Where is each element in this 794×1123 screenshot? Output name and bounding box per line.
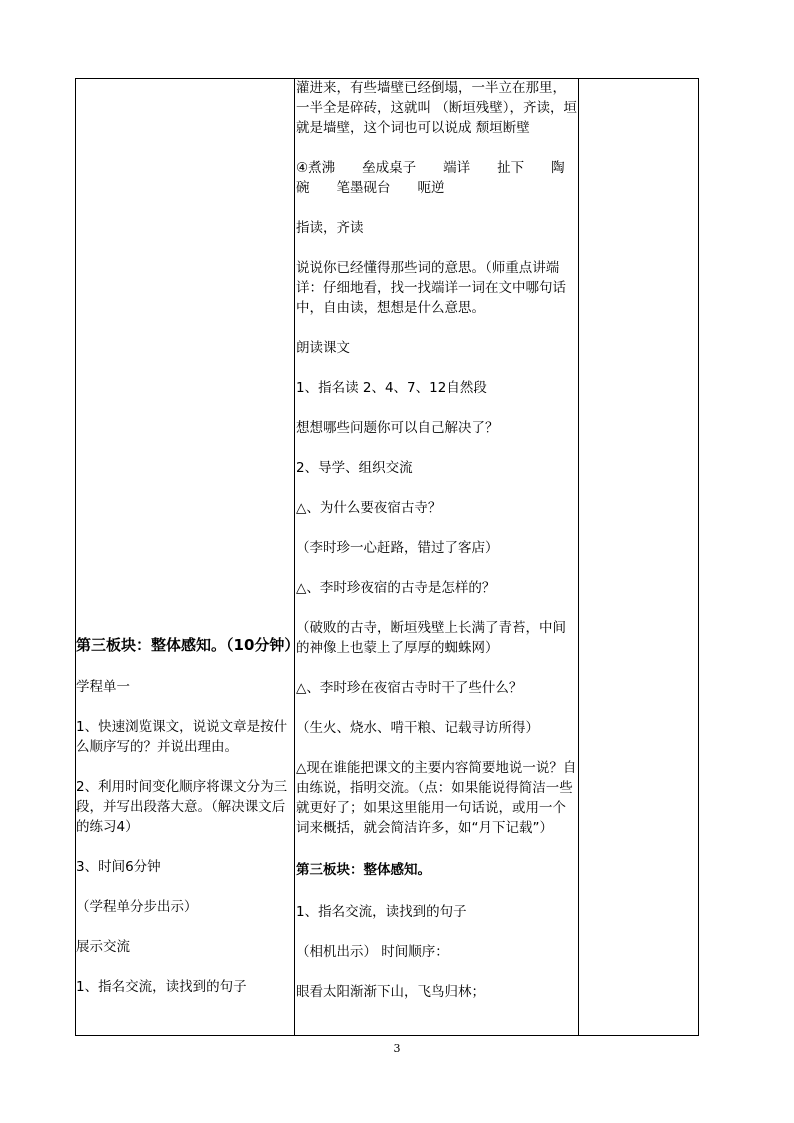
paragraph: 眼看太阳渐渐下山，飞鸟归林；	[296, 984, 485, 1000]
section-heading: 第三板块：整体感知。	[296, 862, 431, 878]
section-heading: 第三板块：整体感知。（10分钟）	[76, 636, 300, 654]
question: △现在谁能把课文的主要内容简要地说一说？自由练说，指明交流。（点：如果能说得简洁一些就更好了；如果这里能用一句话说，或用一个词来概括，就会简洁许多，如“月下记载”）	[296, 760, 577, 836]
question: △、李时珍在夜宿古寺时干了些什么？	[296, 680, 523, 696]
paragraph: 1、指名交流，读找到的句子	[76, 979, 247, 995]
paragraph: 1、指名读 2、4、7、12自然段	[296, 380, 487, 396]
paragraph: （相机出示） 时间顺序：	[296, 944, 449, 960]
paragraph: 1、指名交流，读找到的句子	[296, 904, 467, 920]
page-number: 3	[393, 1042, 401, 1055]
column-divider-1	[294, 78, 295, 1036]
teacher-activity-column	[296, 78, 578, 1002]
question: △、为什么要夜宿古寺？	[296, 500, 442, 516]
paragraph: 展示交流	[76, 939, 130, 955]
paragraph: 灌进来，有些墙壁已经倒塌，一半立在那里，一半全是碎砖，这就叫 （断垣残壁），齐读，垣就是墙壁，这个词也可以说成 颓垣断壁	[296, 80, 578, 136]
paragraph: 朗读课文	[296, 340, 350, 356]
paragraph: 2、利用时间变化顺序将课文分为三段，并写出段落大意。（解决课文后的练习4）	[76, 779, 288, 835]
paragraph: 指读，齐读	[296, 220, 364, 236]
answer: （生火、烧水、啃干粮、记载寻访所得）	[296, 720, 539, 736]
paragraph: 说说你已经懂得那些词的意思。（师重点讲端详：仔细地看，找一找端详一词在文中哪句话中，自由读，想想是什么意思。	[296, 260, 566, 316]
paragraph: 学程单一	[76, 679, 130, 695]
question: △、李时珍夜宿的古寺是怎样的？	[296, 580, 496, 596]
student-activity-column	[76, 633, 300, 997]
paragraph: 想想哪些问题你可以自己解决了？	[296, 420, 499, 436]
answer: （李时珍一心赶路，错过了客店）	[296, 540, 499, 556]
paragraph: 3、时间6分钟	[76, 859, 161, 875]
answer: （破败的古寺，断垣残壁上长满了青苔，中间的神像上也蒙上了厚厚的蜘蛛网）	[296, 620, 566, 656]
paragraph: 2、导学、组织交流	[296, 460, 413, 476]
vocab-list: ④煮沸 垒成桌子 端详 扯下 陶碗 笔墨砚台 呃逆	[296, 160, 565, 196]
column-divider-2	[578, 78, 579, 1036]
paragraph: 1、快速浏览课文，说说文章是按什么顺序写的？并说出理由。	[76, 719, 288, 755]
paragraph: （学程单分步出示）	[76, 899, 198, 915]
